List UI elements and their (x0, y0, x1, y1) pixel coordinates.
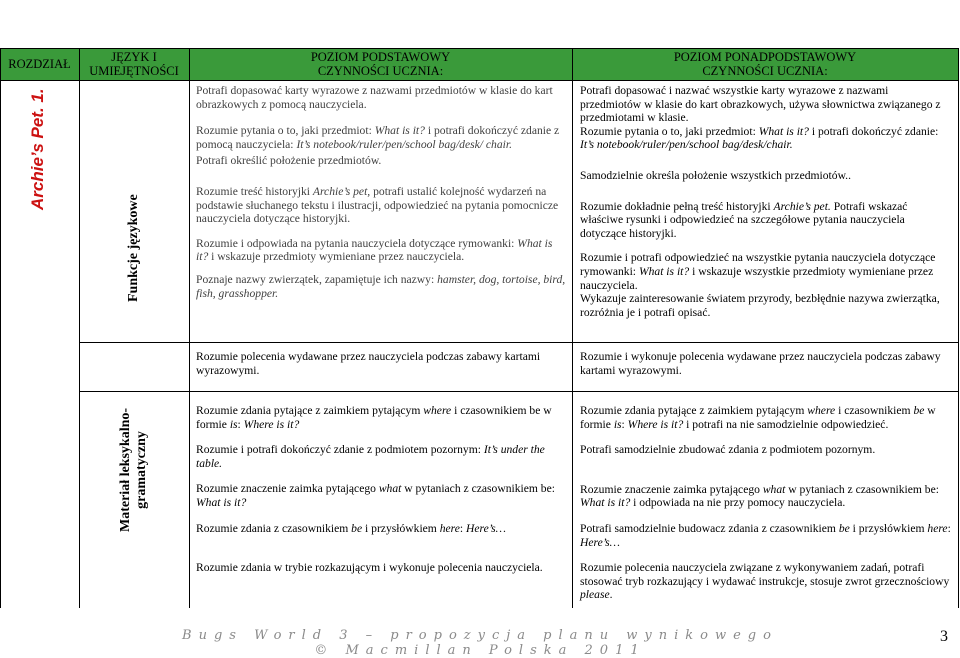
advanced-item-9: Potrafi samodzielnie zbudować zdania z podmiotem pozornym. (580, 443, 876, 457)
advanced-item-12: Rozumie polecenia nauczyciela związane z wykonywaniem zadań, potrafi stosować tryb rozkazujący i wydawać instrukcje, stosuje zwrot grzecznościowy please. (580, 561, 950, 602)
section-lexical-line2: gramatyczny (134, 431, 149, 509)
basic-item-12: Rozumie zdania w trybie rozkazującym i wykonuje polecenia nauczyciela. (196, 561, 543, 575)
header-basic-line2: CZYNNOŚCI UCZNIA: (317, 64, 444, 78)
page-number (940, 628, 948, 646)
section-label-functions (126, 194, 142, 302)
header-rozdzial-label: ROZDZIAŁ (8, 57, 71, 71)
basic-item-5: Rozumie i odpowiada na pytania nauczyciela dotyczące rymowanki: What is it? i wskazuje przedmioty wymieniane przez nauczyciela. (196, 236, 553, 264)
advanced-item-5: Rozumie i potrafi odpowiedzieć na wszystkie pytania nauczyciela dotyczące rymowanki: What is it? i wskazuje wszystkie przedmioty wymieniane przez nauczyciela. (580, 251, 936, 292)
basic-functions-cell (196, 84, 566, 300)
advanced-item-4: Rozumie dokładnie pełną treść historyjki Archie’s pet. Potrafi wskazać właściwe rysunki i odpowiedzieć na szczegółowe pytania nauczyciela dotyczące historyjki. (580, 199, 908, 240)
footer-title-text: Bugs World 3 – propozycja planu wynikowego (182, 628, 778, 643)
basic-item-3: Potrafi określić położenie przedmiotów. (196, 154, 382, 168)
advanced-item-2: Rozumie pytania o to, jaki przedmiot: What is it? i potrafi dokończyć zdanie: It’s notebook/ruler/pen/school bag/desk/chair. (580, 124, 939, 152)
advanced-lexical-cell (580, 404, 952, 602)
advanced-item-8: Rozumie zdania pytające z zaimkiem pytającym where i czasownikiem be w formie is: Where is it? i potrafi na nie samodzielnie odpowiedzieć. (580, 404, 936, 431)
page-number-text: 3 (940, 628, 948, 645)
advanced-functions-cell (580, 84, 952, 319)
header-basic-level (189, 50, 572, 78)
footer-title (0, 628, 960, 643)
header-advanced-level (572, 50, 958, 78)
basic-item-2: Rozumie pytania o to, jaki przedmiot: What is it? i potrafi dokończyć zdanie z pomocą nauczyciela: It’s notebook/ruler/pen/school bag/desk/ chair. (196, 124, 560, 151)
advanced-item-6: Wykazuje zainteresowanie światem przyrody, bezbłędnie nazywa zwierzątka, rozróżnia je i potrafi opisać. (580, 292, 940, 319)
advanced-games-cell (580, 350, 952, 377)
header-jezyk (79, 50, 189, 78)
basic-item-11: Rozumie zdania z czasownikiem be i przysłówkiem here: Here’s… (196, 521, 506, 535)
advanced-item-7: Rozumie i wykonuje polecenia wydawane przez nauczyciela podczas zabawy kartami wyrazowymi. (580, 350, 941, 377)
advanced-item-10: Rozumie znaczenie zaimka pytającego what w pytaniach z czasownikiem be: What is it? i odpowiada na nie przy pomocy nauczyciela. (580, 482, 939, 510)
header-advanced-line1: POZIOM PONADPODSTAWOWY (673, 50, 857, 64)
section-lexical-line1: Materiał leksykalno- (118, 407, 133, 532)
basic-item-7: Rozumie polecenia wydawane przez nauczyciela podczas zabawy kartami wyrazowymi. (196, 350, 541, 377)
footer-copyright-text: © Macmillan Polska 2011 (314, 643, 646, 658)
header-advanced-line2: CZYNNOŚCI UCZNIA: (702, 64, 828, 78)
chapter-label (28, 88, 48, 210)
header-rozdzial (0, 57, 79, 71)
basic-item-6: Poznaje nazwy zwierzątek, zapamiętuje ich nazwy: hamster, dog, tortoise, bird, fish, grasshopper. (196, 272, 566, 300)
advanced-item-11: Potrafi samodzielnie budowacz zdania z czasownikiem be i przysłówkiem here: Here’s… (580, 521, 951, 549)
basic-item-1: Potrafi dopasować karty wyrazowe z nazwami przedmiotów w klasie do kart obrazkowych z pomocą nauczyciela. (196, 84, 553, 111)
basic-games-cell (196, 350, 566, 377)
header-jezyk-line2: UMIEJĘTNOŚCI (89, 64, 179, 78)
advanced-item-3: Samodzielnie określa położenie wszystkich przedmiotów.. (580, 168, 851, 182)
chapter-label-text: Archie’s Pet. 1. (28, 88, 47, 210)
header-jezyk-line1: JĘZYK I (111, 50, 157, 64)
basic-lexical-cell (196, 404, 566, 575)
section-label-lexical (118, 408, 150, 532)
basic-item-8: Rozumie zdania pytające z zaimkiem pytającym where i czasownikiem be w formie is: Where is it? (196, 404, 552, 431)
basic-item-4: Rozumie treść historyjki Archie’s pet, potrafi ustalić kolejność wydarzeń na podstawie słuchanego tekstu i ilustracji, odpowiedzieć na pytania pomocnicze nauczyciela dotyczące historyjki. (196, 184, 559, 226)
advanced-item-1: Potrafi dopasować i nazwać wszystkie karty wyrazowe z nazwami przedmiotów w klasie do kart obrazkowych, używa słownictwa związanego z przedmiotami w klasie. (580, 84, 941, 125)
basic-item-9: Rozumie i potrafi dokończyć zdanie z podmiotem pozornym: It’s under the table. (196, 443, 545, 470)
basic-item-10: Rozumie znaczenie zaimka pytającego what w pytaniach z czasownikiem be: What is it? (196, 482, 555, 509)
section-functions-text: Funkcje językowe (126, 194, 141, 302)
header-basic-line1: POZIOM PODSTAWOWY (310, 50, 451, 64)
